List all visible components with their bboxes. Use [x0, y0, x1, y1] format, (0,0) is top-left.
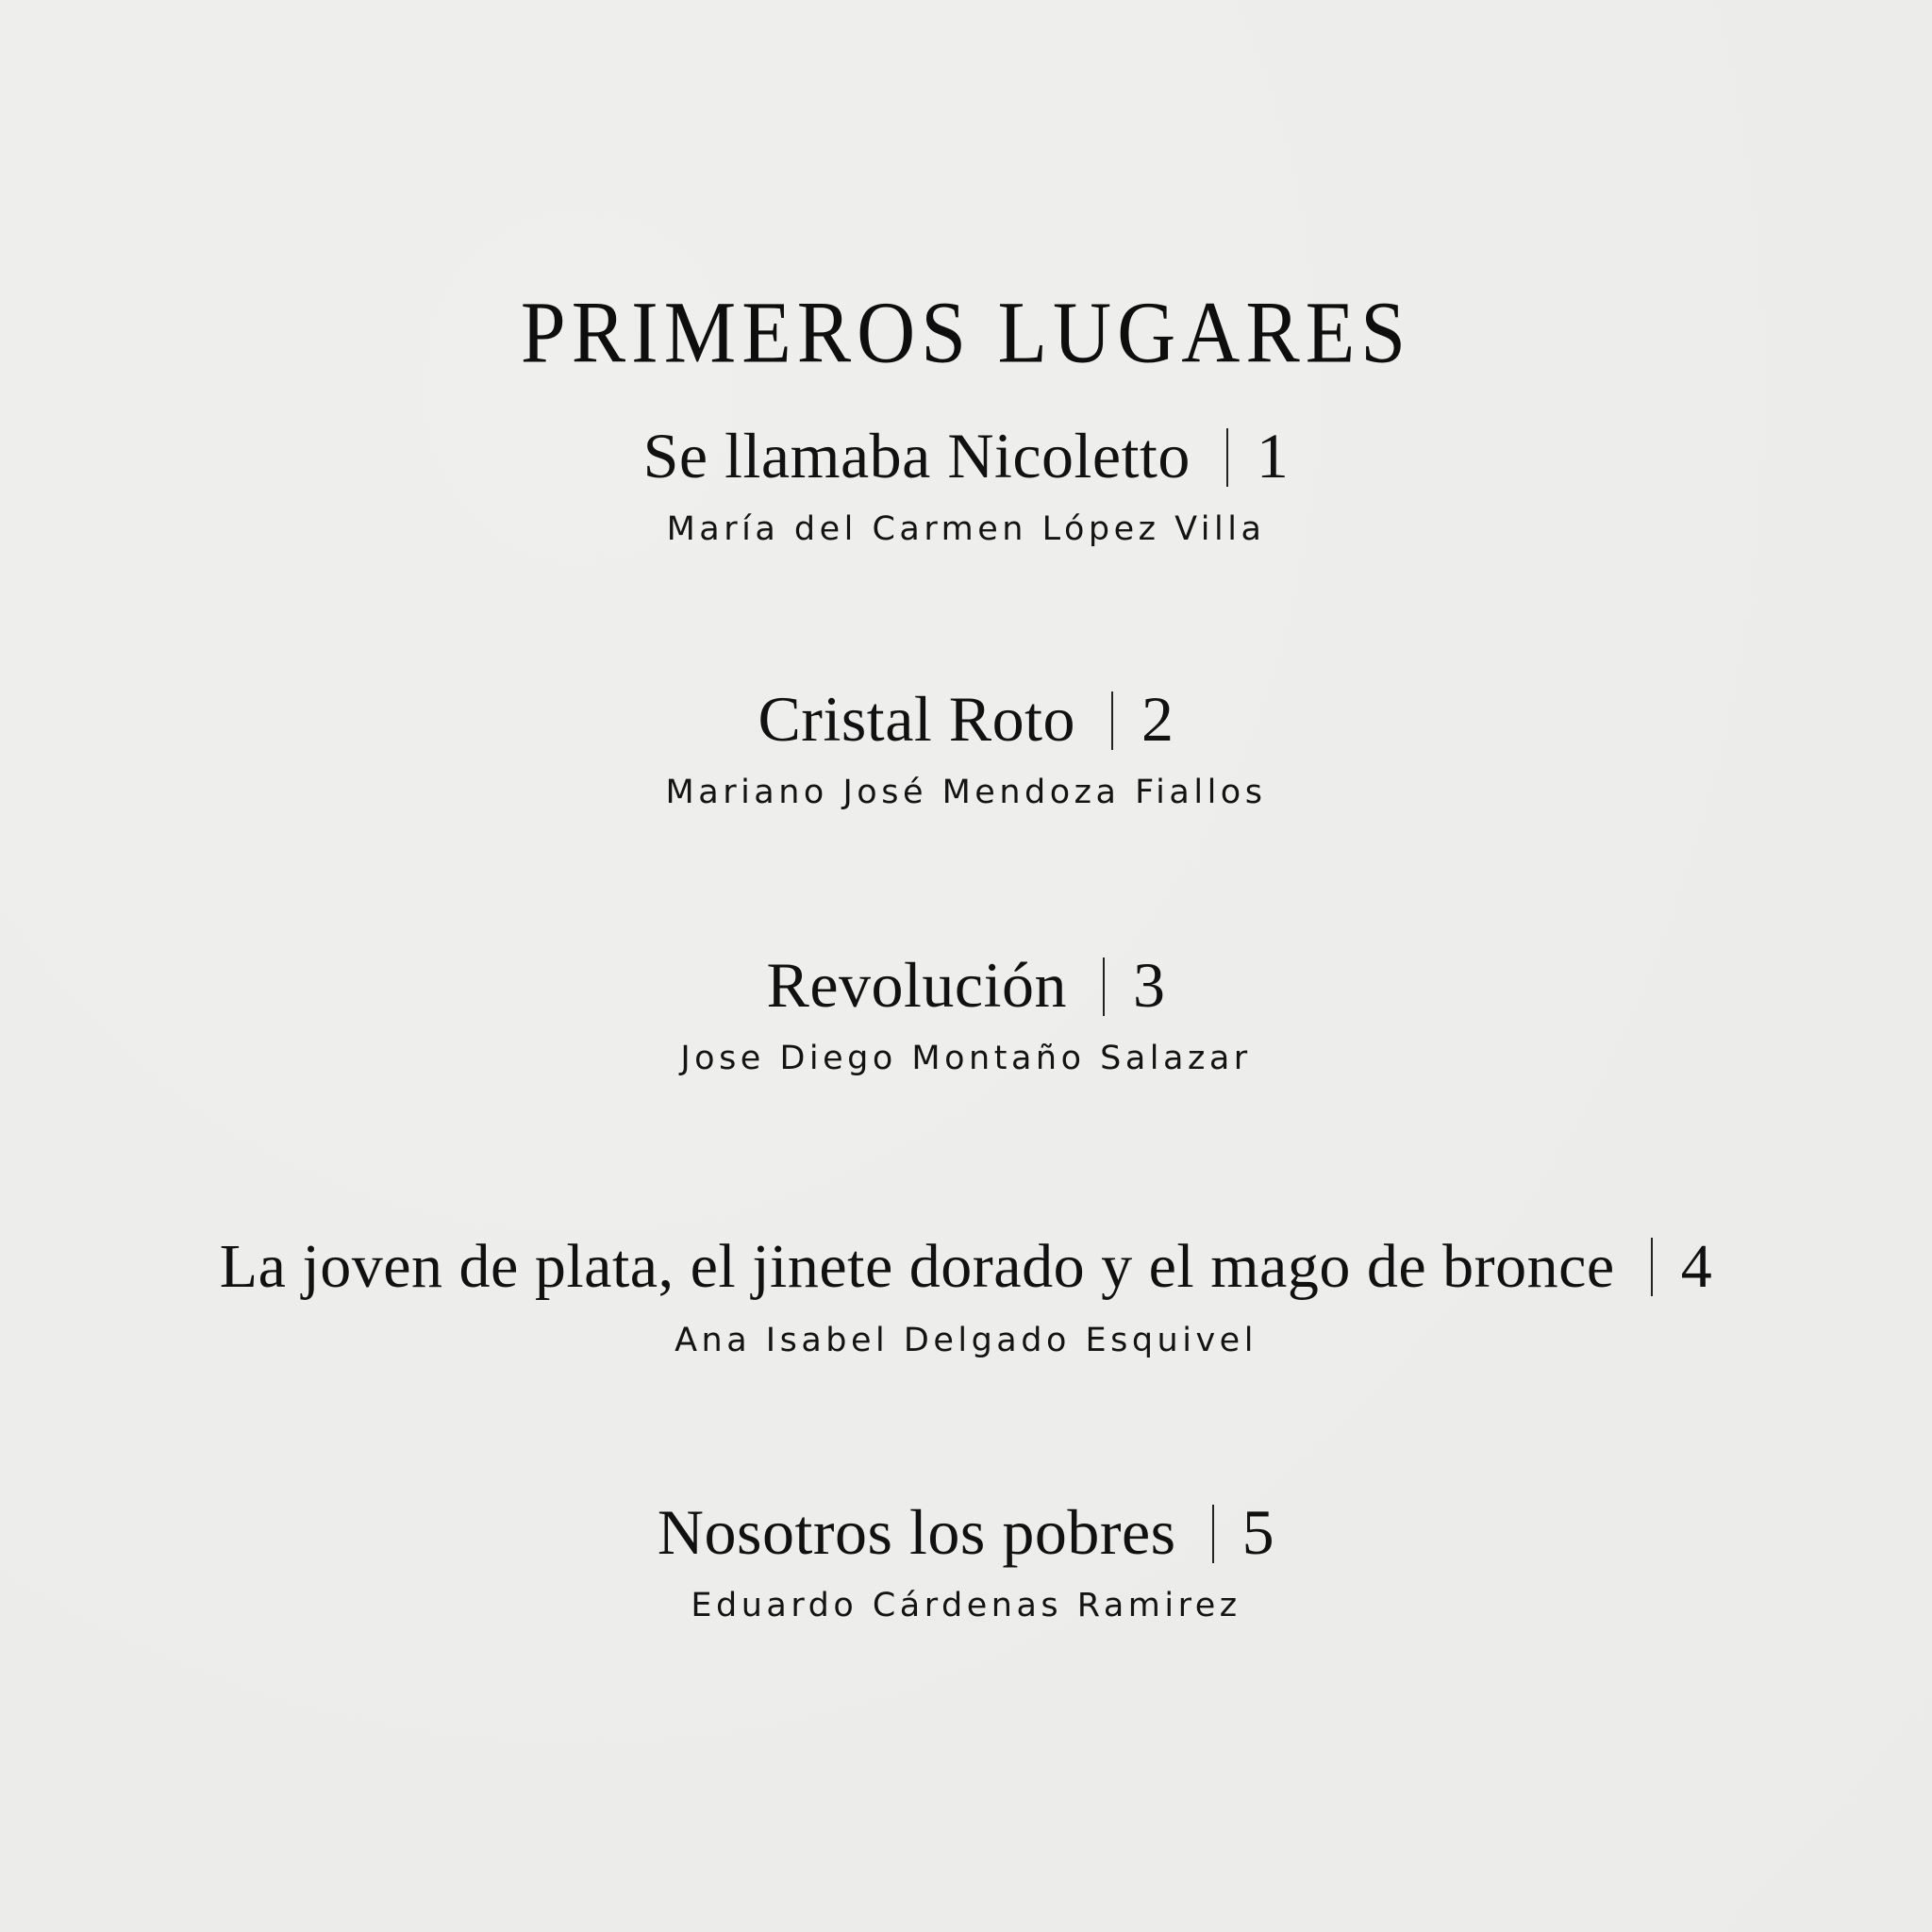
entry-title-line	[0, 1494, 1932, 1570]
entry-title: La joven de plata, el jinete dorado y el mago de bronce	[219, 1232, 1615, 1301]
divider	[1651, 1238, 1653, 1296]
page-title: PRIMEROS LUGARES	[520, 282, 1412, 381]
entry-title: Cristal Roto	[758, 683, 1076, 755]
entry-title: Se llamaba Nicoletto	[642, 420, 1191, 491]
entry-title: Revolución	[766, 949, 1067, 1021]
entry-rank: 4	[1680, 1232, 1713, 1301]
entry-author: María del Carmen López Villa	[666, 510, 1266, 548]
entry-title-line	[0, 681, 1932, 757]
entry-rank: 3	[1133, 949, 1166, 1021]
entry-title-line	[0, 1229, 1932, 1305]
ranking-entry-5	[0, 1494, 1932, 1626]
entry-rank: 2	[1141, 683, 1174, 755]
divider	[1212, 1505, 1214, 1563]
entry-author: Jose Diego Montaño Salazar	[680, 1040, 1252, 1077]
entry-rank: 5	[1241, 1496, 1275, 1568]
entry-title-line	[0, 947, 1932, 1023]
entry-author: Ana Isabel Delgado Esquivel	[675, 1322, 1257, 1359]
ranking-entry-4	[0, 1229, 1932, 1361]
entry-author: Mariano José Mendoza Fiallos	[665, 774, 1267, 811]
ranking-entry-3	[0, 947, 1932, 1079]
entry-rank: 1	[1256, 420, 1290, 491]
divider	[1226, 428, 1228, 487]
divider	[1111, 691, 1113, 750]
ranking-entry-2	[0, 681, 1932, 813]
divider	[1103, 958, 1105, 1016]
ranking-entry-1	[0, 418, 1932, 550]
entry-author: Eduardo Cárdenas Ramirez	[691, 1587, 1241, 1624]
entry-title-line	[0, 418, 1932, 493]
entry-title: Nosotros los pobres	[657, 1496, 1176, 1568]
